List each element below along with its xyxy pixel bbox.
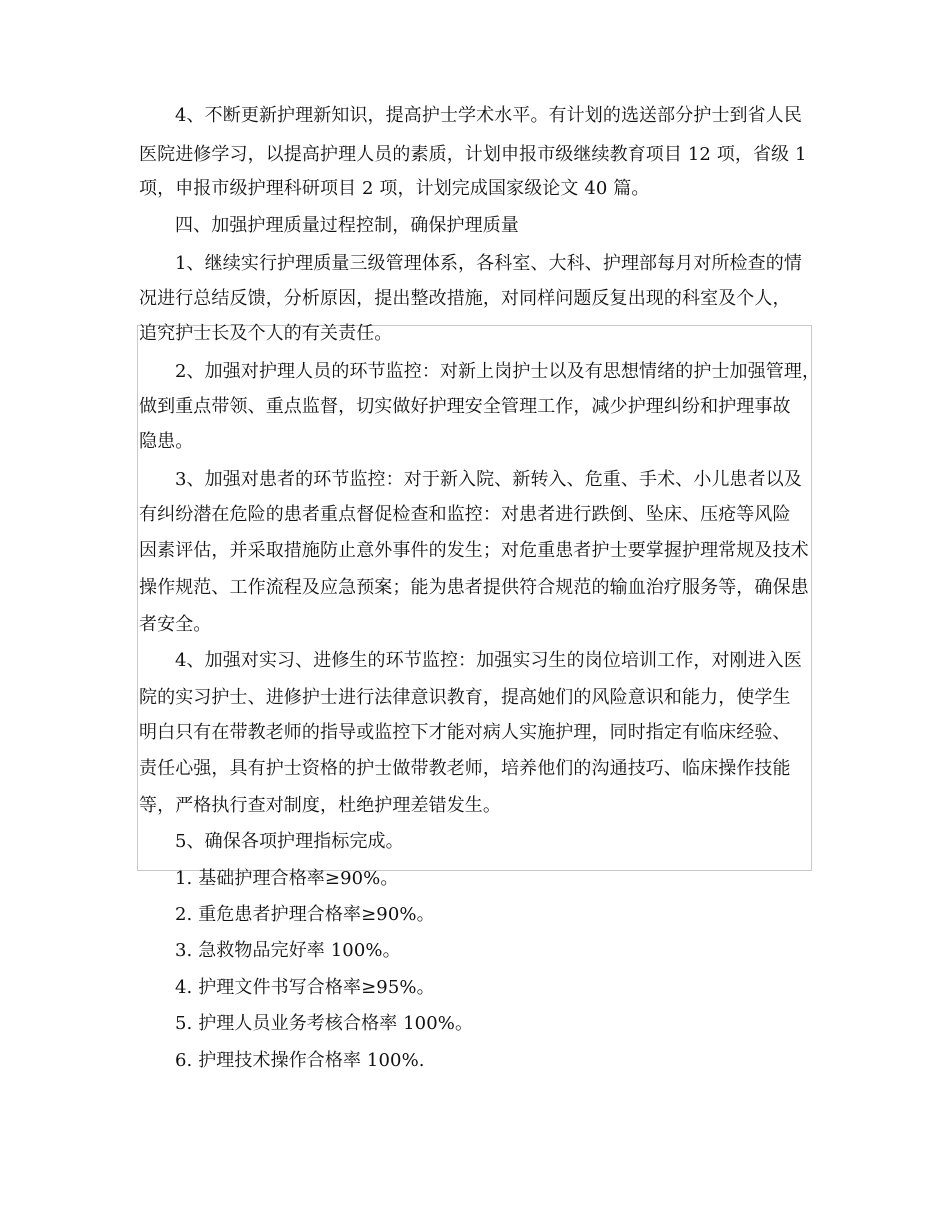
list-item: 5. 护理人员业务考核合格率 100%。: [175, 1013, 474, 1034]
list-item: 2. 重危患者护理合格率≥90%。: [175, 904, 435, 925]
list-item: 4. 护理文件书写合格率≥95%。: [175, 977, 435, 998]
text-line: 做到重点带领、重点监督，切实做好护理安全管理工作，减少护理纠纷和护理事故: [139, 396, 791, 417]
text-line: 医院进修学习，以提高护理人员的素质，计划申报市级继续教育项目 12 项，省级 1: [139, 144, 807, 165]
text-line: 况进行总结反馈，分析原因，提出整改措施，对同样问题反复出现的科室及个人，: [139, 288, 791, 309]
text-line: 4、不断更新护理新知识，提高护士学术水平。有计划的选送部分护士到省人民: [175, 105, 802, 126]
text-line: 明白只有在带教老师的指导或监控下才能对病人实施护理，同时指定有临床经验、: [139, 722, 791, 743]
text-line: 项，申报市级护理科研项目 2 项，计划完成国家级论文 40 篇。: [139, 178, 650, 199]
text-line: 等，严格执行查对制度，杜绝护理差错发生。: [139, 795, 501, 816]
text-line: 1、继续实行护理质量三级管理体系，各科室、大科、护理部每月对所检查的情: [175, 253, 802, 274]
list-item: 6. 护理技术操作合格率 100%.: [175, 1050, 425, 1071]
text-line: 有纠纷潜在危险的患者重点督促检查和监控：对患者进行跌倒、坠床、压疮等风险: [139, 504, 791, 525]
text-line: 4、加强对实习、进修生的环节监控：加强实习生的岗位培训工作，对刚进入医: [175, 650, 802, 671]
text-line: 3、加强对患者的环节监控：对于新入院、新转入、危重、手术、小儿患者以及: [175, 469, 802, 490]
text-line: 5、确保各项护理指标完成。: [175, 831, 404, 852]
list-item: 3. 急救物品完好率 100%。: [175, 940, 401, 961]
text-line: 责任心强，具有护士资格的护士做带教老师，培养他们的沟通技巧、临床操作技能: [139, 758, 791, 779]
section-heading: 四、加强护理质量过程控制，确保护理质量: [175, 215, 519, 236]
text-line: 因素评估，并采取措施防止意外事件的发生；对危重患者护士要掌握护理常规及技术: [139, 540, 809, 561]
text-line: 隐患。: [139, 431, 194, 452]
text-line: 2、加强对护理人员的环节监控：对新上岗护士以及有思想情绪的护士加强管理，: [175, 361, 821, 382]
list-item: 1. 基础护理合格率≥90%。: [175, 868, 399, 889]
text-line: 院的实习护士、进修护士进行法律意识教育，提高她们的风险意识和能力，使学生: [139, 687, 791, 708]
text-line: 者安全。: [139, 614, 212, 635]
text-line: 追究护士长及个人的有关责任。: [139, 323, 393, 344]
text-line: 操作规范、工作流程及应急预案；能为患者提供符合规范的输血治疗服务等，确保患: [139, 577, 809, 598]
